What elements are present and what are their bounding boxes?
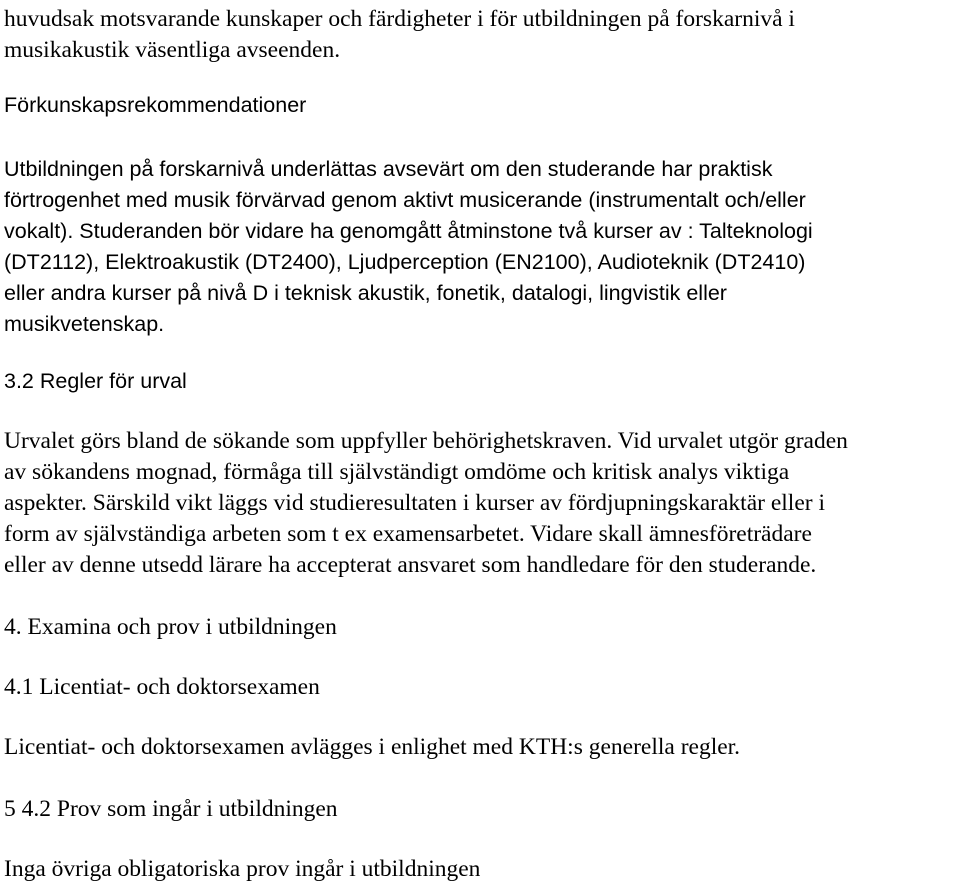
paragraph-line: vokalt). Studeranden bör vidare ha genomgått åtminstone två kurser av : Talteknologi: [4, 219, 813, 243]
paragraph-line: av sökandens mognad, förmåga till självständigt omdöme och kritisk analys viktiga: [4, 459, 790, 485]
section-heading-urval: 3.2 Regler för urval: [4, 369, 187, 393]
section-heading-forkunskap: Förkunskapsrekommendationer: [4, 93, 307, 117]
section-heading-licentiat: 4.1 Licentiat- och doktorsexamen: [4, 674, 320, 700]
paragraph-line: aspekter. Särskild vikt läggs vid studieresultaten i kurser av fördjupningskaraktär eller i: [4, 490, 825, 516]
urval-paragraph: [4, 426, 960, 581]
paragraph-line: Utbildningen på forskarnivå underlättas avsevärt om den studerande har praktisk: [4, 157, 773, 181]
licentiat-paragraph: Licentiat- och doktorsexamen avlägges i enlighet med KTH:s generella regler.: [4, 734, 741, 760]
paragraph-line: form av självständiga arbeten som t ex examensarbetet. Vidare skall ämnesföreträdare: [4, 521, 812, 547]
paragraph-line: eller andra kurser på nivå D i teknisk akustik, fonetik, datalogi, lingvistik eller: [4, 281, 727, 305]
paragraph-line: Urvalet görs bland de sökande som uppfyller behörighetskraven. Vid urvalet utgör graden: [4, 428, 848, 454]
intro-paragraph: [4, 4, 960, 66]
section-heading-prov: 5 4.2 Prov som ingår i utbildningen: [4, 796, 338, 822]
paragraph-line: musikakustik väsentliga avseenden.: [4, 37, 341, 63]
section-heading-examina: 4. Examina och prov i utbildningen: [4, 614, 337, 640]
paragraph-line: eller av denne utsedd lärare ha accepterat ansvaret som handledare för den studerande.: [4, 552, 817, 578]
paragraph-line: (DT2112), Elektroakustik (DT2400), Ljudperception (EN2100), Audioteknik (DT2410): [4, 250, 806, 274]
paragraph-line: musikvetenskap.: [4, 312, 165, 336]
paragraph-line: förtrogenhet med musik förvärvad genom aktivt musicerande (instrumentalt och/eller: [4, 188, 806, 212]
paragraph-line: huvudsak motsvarande kunskaper och färdigheter i för utbildningen på forskarnivå i: [4, 6, 795, 32]
forkunskap-paragraph: [4, 154, 960, 340]
prov-paragraph: Inga övriga obligatoriska prov ingår i utbildningen: [4, 856, 481, 882]
